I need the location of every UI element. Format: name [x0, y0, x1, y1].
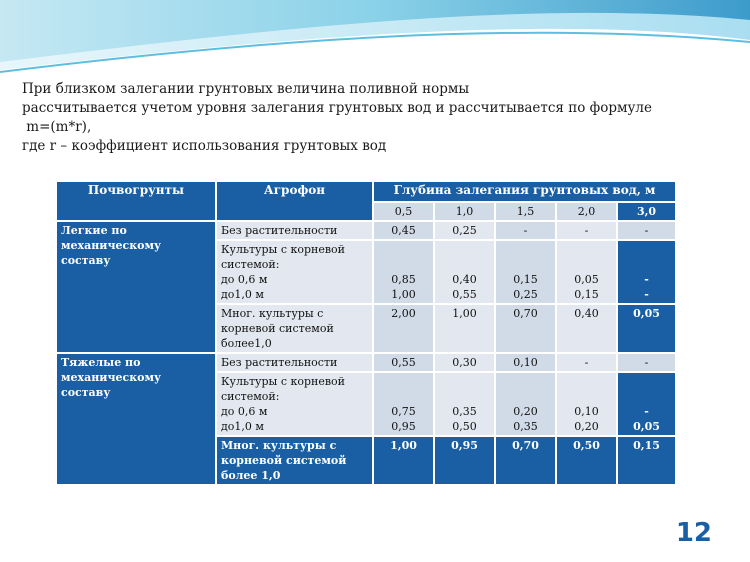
depth-3-0: 3,0 [617, 202, 676, 221]
depth-1-5: 1,5 [495, 202, 556, 221]
value: 0,95 [391, 420, 416, 433]
depth-0-5: 0,5 [373, 202, 434, 221]
intro-text [22, 80, 737, 156]
value: 0,75 [391, 405, 416, 418]
value-cell: - [617, 353, 676, 372]
value-cell: 0,25 [434, 221, 495, 240]
depth-2-0: 2,0 [556, 202, 617, 221]
value-cell [434, 240, 495, 304]
value-cell: - [556, 353, 617, 372]
agro-cell: Мног. культуры с корневой системой более1,0 [216, 304, 373, 353]
value-cell: 1,00 [434, 304, 495, 353]
value-cell: 0,40 [556, 304, 617, 353]
value: 0,35 [452, 405, 477, 418]
value-cell: 0,95 [434, 436, 495, 485]
value: 0,10 [574, 405, 599, 418]
value: 0,35 [513, 420, 538, 433]
value-cell [556, 240, 617, 304]
intro-line-3-formula: m=(m*r), [22, 119, 92, 135]
agro-line: до1,0 м [221, 288, 264, 301]
soil-light: Легкие по механическому составу [56, 221, 216, 353]
value-cell: 0,30 [434, 353, 495, 372]
table-row [56, 353, 676, 372]
value: 0,05 [574, 273, 599, 286]
value-cell [495, 240, 556, 304]
value-cell [556, 372, 617, 436]
agro-cell [216, 372, 373, 436]
value-cell [373, 240, 434, 304]
value-cell [617, 372, 676, 436]
intro-line-2: рассчитывается учетом уровня залегания грунтовых вод и рассчитывается по формуле [22, 100, 652, 116]
agro-cell [216, 240, 373, 304]
value-cell: 0,45 [373, 221, 434, 240]
agro-cell: Мног. культуры с корневой системой более 1,0 [216, 436, 373, 485]
page-number: 12 [675, 518, 712, 548]
value-cell [434, 372, 495, 436]
value-cell: 0,50 [556, 436, 617, 485]
value-cell [495, 372, 556, 436]
value: 0,15 [513, 273, 538, 286]
value: - [644, 273, 649, 286]
groundwater-table [55, 180, 677, 486]
soil-heavy: Тяжелые по механическому составу [56, 353, 216, 485]
value: 0,50 [452, 420, 477, 433]
agro-cell: Без растительности [216, 353, 373, 372]
table-row [56, 221, 676, 240]
value: 0,05 [633, 420, 660, 433]
value-cell: - [495, 221, 556, 240]
header-agro: Агрофон [216, 181, 373, 221]
value-cell: 0,70 [495, 436, 556, 485]
intro-line-4: где r – коэффициент использования грунтовых вод [22, 138, 387, 154]
value-cell: 0,05 [617, 304, 676, 353]
value: - [644, 288, 649, 301]
value: 0,25 [513, 288, 538, 301]
value: - [644, 405, 649, 418]
value-cell: 0,70 [495, 304, 556, 353]
value: 0,85 [391, 273, 416, 286]
value-cell: 0,10 [495, 353, 556, 372]
agro-line: до 0,6 м [221, 273, 268, 286]
value: 0,40 [452, 273, 477, 286]
value-cell: 0,55 [373, 353, 434, 372]
agro-line: Культуры с корневой системой: [221, 243, 345, 271]
value-cell: 2,00 [373, 304, 434, 353]
value-cell [373, 372, 434, 436]
value: 1,00 [391, 288, 416, 301]
header-soil: Почвогрунты [56, 181, 216, 221]
value-cell: 1,00 [373, 436, 434, 485]
value-cell [617, 240, 676, 304]
value-cell: - [556, 221, 617, 240]
agro-line: Культуры с корневой системой: [221, 375, 345, 403]
value-cell: 0,15 [617, 436, 676, 485]
value: 0,20 [574, 420, 599, 433]
header-depth: Глубина залегания грунтовых вод, м [373, 181, 676, 202]
agro-cell: Без растительности [216, 221, 373, 240]
value: 0,55 [452, 288, 477, 301]
agro-line: до 0,6 м [221, 405, 268, 418]
agro-line: до1,0 м [221, 420, 264, 433]
value-cell: - [617, 221, 676, 240]
intro-line-1: При близком залегании грунтовых величина поливной нормы [22, 81, 470, 97]
value: 0,20 [513, 405, 538, 418]
header-swoosh-decoration [0, 0, 750, 90]
value: 0,15 [574, 288, 599, 301]
depth-1-0: 1,0 [434, 202, 495, 221]
